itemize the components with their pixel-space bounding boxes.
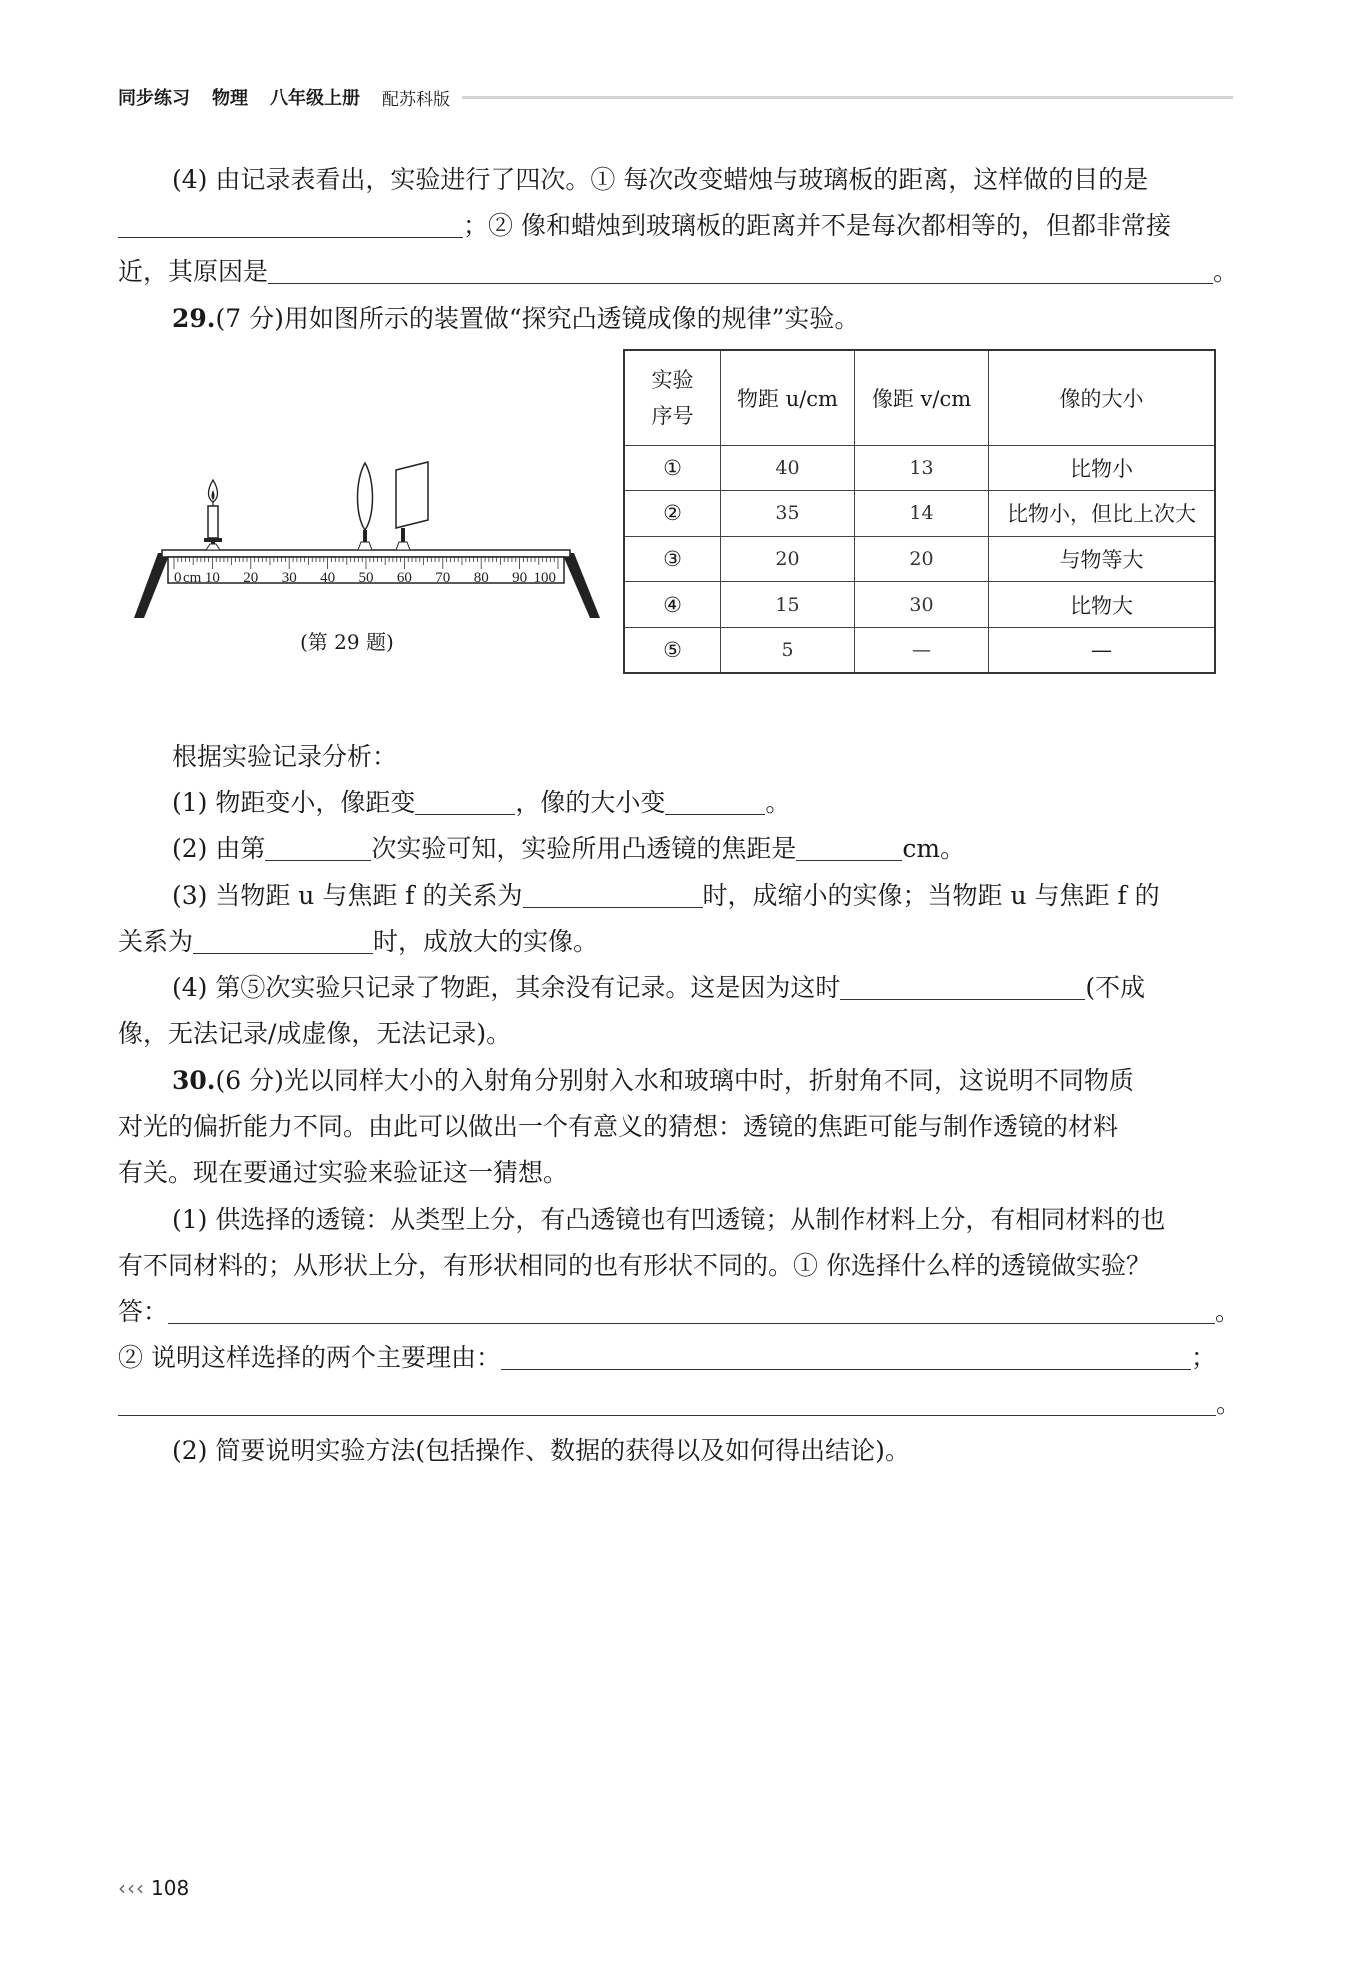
reason-label: ② 说明这样选择的两个主要理由： bbox=[118, 1343, 501, 1372]
q29-p1-text-a: (1) 物距变小，像距变 bbox=[172, 788, 416, 817]
q30-p1-line2: 有不同材料的；从形状上分，有形状相同的也有形状不同的。① 你选择什么样的透镜做实验？ bbox=[118, 1251, 1151, 1280]
ruler-label: 40 bbox=[320, 570, 336, 586]
cell-v: 14 bbox=[855, 491, 989, 537]
cell-u: 20 bbox=[721, 536, 855, 582]
answer-blank[interactable] bbox=[665, 788, 765, 815]
q29-part3 bbox=[172, 879, 1233, 913]
ruler-label: 10 bbox=[204, 570, 220, 586]
q30-line1 bbox=[172, 1064, 1233, 1098]
candle bbox=[204, 480, 222, 550]
q29-p3-text-c: 关系为 bbox=[118, 927, 194, 956]
header-image-size: 像的大小 bbox=[989, 350, 1216, 445]
convex-lens bbox=[358, 463, 373, 550]
q30-p1-line1: (1) 供选择的透镜：从类型上分，有凸透镜也有凹透镜；从制作材料上分，有相同材料的也 bbox=[172, 1205, 1166, 1234]
punct-period: 。 bbox=[1215, 1297, 1241, 1326]
light-screen bbox=[396, 462, 428, 550]
optical-bench-figure bbox=[132, 458, 602, 628]
punct-period: 。 bbox=[1216, 1389, 1242, 1418]
q29-part4 bbox=[172, 971, 1233, 1005]
cell-u: 35 bbox=[721, 491, 855, 537]
answer-blank[interactable] bbox=[796, 834, 902, 861]
ruler-label: 20 bbox=[243, 570, 259, 586]
answer-label: 答： bbox=[118, 1297, 169, 1326]
edition: 配苏科版 bbox=[382, 89, 450, 110]
answer-blank[interactable] bbox=[118, 1389, 1216, 1416]
cell-v: 13 bbox=[855, 445, 989, 491]
header-object-distance: 物距 u/cm bbox=[721, 350, 855, 445]
question-number: 30. bbox=[172, 1066, 216, 1095]
figure-caption: (第 29 题) bbox=[300, 630, 394, 654]
q29-p3-text-d: 时，成放大的实像。 bbox=[373, 927, 599, 956]
q29-part1 bbox=[172, 786, 1233, 820]
cell-size: 比物小 bbox=[989, 445, 1216, 491]
cell-size: 比物大 bbox=[989, 582, 1216, 628]
header-rule bbox=[462, 96, 1233, 99]
q30-part2: (2) 简要说明实验方法(包括操作、数据的获得以及如何得出结论)。 bbox=[172, 1436, 910, 1465]
analysis-intro: 根据实验记录分析： bbox=[172, 742, 398, 771]
cell-trial: ③ bbox=[624, 536, 721, 582]
ruler-label: 50 bbox=[358, 570, 374, 586]
q29-stem-text: (7 分)用如图所示的装置做“探究凸透镜成像的规律”实验。 bbox=[215, 304, 860, 333]
q28-4-line3 bbox=[118, 255, 1239, 289]
q28-4-line3-start: 近，其原因是 bbox=[118, 257, 269, 286]
header-trial: 实验 序号 bbox=[624, 350, 721, 445]
q30-answer-line bbox=[118, 1295, 1241, 1329]
cell-u: 15 bbox=[721, 582, 855, 628]
answer-blank[interactable] bbox=[168, 1297, 1215, 1324]
q30-line1-text: (6 分)光以同样大小的入射角分别射入水和玻璃中时，折射角不同，这说明不同物质 bbox=[215, 1066, 1134, 1095]
cell-trial: ⑤ bbox=[624, 627, 721, 673]
ruler-label: 0 bbox=[174, 570, 182, 586]
footer-arrows: ‹‹‹ bbox=[118, 1876, 145, 1900]
page-number: 108 bbox=[151, 1876, 190, 1900]
cell-u: 40 bbox=[721, 445, 855, 491]
ruler-label: 70 bbox=[435, 570, 451, 586]
ruler-label: 30 bbox=[281, 570, 297, 586]
answer-blank[interactable] bbox=[523, 881, 703, 908]
cell-trial: ① bbox=[624, 445, 721, 491]
answer-blank[interactable] bbox=[501, 1343, 1191, 1370]
answer-blank[interactable] bbox=[118, 211, 463, 238]
table-row bbox=[624, 445, 1215, 491]
q29-part2 bbox=[172, 832, 1233, 866]
cell-u: 5 bbox=[721, 627, 855, 673]
q29-p1-text-b: ，像的大小变 bbox=[515, 788, 666, 817]
header-image-distance: 像距 v/cm bbox=[855, 350, 989, 445]
cell-size: 与物等大 bbox=[989, 536, 1216, 582]
table-row bbox=[624, 491, 1215, 537]
q29-p3-text-a: (3) 当物距 u 与焦距 f 的关系为 bbox=[172, 881, 523, 910]
cell-v: 20 bbox=[855, 536, 989, 582]
answer-blank[interactable] bbox=[193, 927, 373, 954]
q29-p1-text-c: 。 bbox=[765, 788, 791, 817]
q29-p4-text-b: (不成 bbox=[1085, 973, 1146, 1002]
answer-blank[interactable] bbox=[840, 973, 1085, 1000]
cell-size: — bbox=[989, 627, 1216, 673]
table-row bbox=[624, 582, 1215, 628]
q30-line2: 对光的偏折能力不同。由此可以做出一个有意义的猜想：透镜的焦距可能与制作透镜的材料 bbox=[118, 1112, 1119, 1141]
bench-rail bbox=[162, 550, 570, 557]
q29-p4-text-a: (4) 第⑤次实验只记录了物距，其余没有记录。这是因为这时 bbox=[172, 973, 841, 1002]
answer-blank[interactable] bbox=[265, 834, 371, 861]
q30-reason-line2 bbox=[118, 1387, 1242, 1421]
grade: 八年级上册 bbox=[270, 88, 360, 109]
punct-semicolon: ； bbox=[1190, 1343, 1216, 1372]
q29-p2-text-a: (2) 由第 bbox=[172, 834, 266, 863]
table-header-row bbox=[624, 350, 1215, 445]
q29-part3-cont bbox=[118, 925, 1233, 959]
table-row bbox=[624, 536, 1215, 582]
q28-4-line3-end: 。 bbox=[1213, 257, 1239, 286]
cell-size: 比物小，但比上次大 bbox=[989, 491, 1216, 537]
q30-line3: 有关。现在要通过实验来验证这一猜想。 bbox=[118, 1158, 569, 1187]
q29-part4-cont: 像，无法记录/成虚像，无法记录)。 bbox=[118, 1019, 512, 1048]
ruler-label: 60 bbox=[396, 570, 412, 586]
ruler-label: 90 bbox=[512, 570, 528, 586]
cell-trial: ② bbox=[624, 491, 721, 537]
table-row bbox=[624, 627, 1215, 673]
question-number: 29. bbox=[172, 304, 216, 333]
bench-right-leg bbox=[562, 553, 600, 618]
subject: 物理 bbox=[212, 88, 248, 109]
q29-p3-text-b: 时，成缩小的实像；当物距 u 与焦距 f 的 bbox=[702, 881, 1160, 910]
ruler-label: 80 bbox=[473, 570, 489, 586]
answer-blank[interactable] bbox=[268, 257, 1213, 284]
cell-v: — bbox=[855, 627, 989, 673]
q29-p2-text-b: 次实验可知，实验所用凸透镜的焦距是 bbox=[371, 834, 797, 863]
cell-trial: ④ bbox=[624, 582, 721, 628]
experiment-table bbox=[623, 349, 1216, 674]
ruler-label: 100 bbox=[533, 570, 556, 586]
q30-reason-line bbox=[118, 1341, 1233, 1375]
answer-blank[interactable] bbox=[415, 788, 515, 815]
q29-p2-text-c: cm。 bbox=[902, 834, 966, 863]
q28-4-line2 bbox=[118, 209, 1233, 243]
cell-v: 30 bbox=[855, 582, 989, 628]
q28-4-line1: (4) 由记录表看出，实验进行了四次。① 每次改变蜡烛与玻璃板的距离，这样做的目的是 bbox=[172, 165, 1149, 194]
book-series: 同步练习 bbox=[118, 88, 190, 109]
page-header bbox=[118, 82, 1233, 112]
page-footer bbox=[118, 1876, 189, 1900]
q28-4-line2-text: ；② 像和蜡烛到玻璃板的距离并不是每次都相等的，但都非常接 bbox=[463, 211, 1171, 240]
ruler-unit: cm bbox=[183, 570, 202, 586]
q29-stem bbox=[172, 302, 1233, 336]
bench-left-leg bbox=[134, 553, 170, 618]
